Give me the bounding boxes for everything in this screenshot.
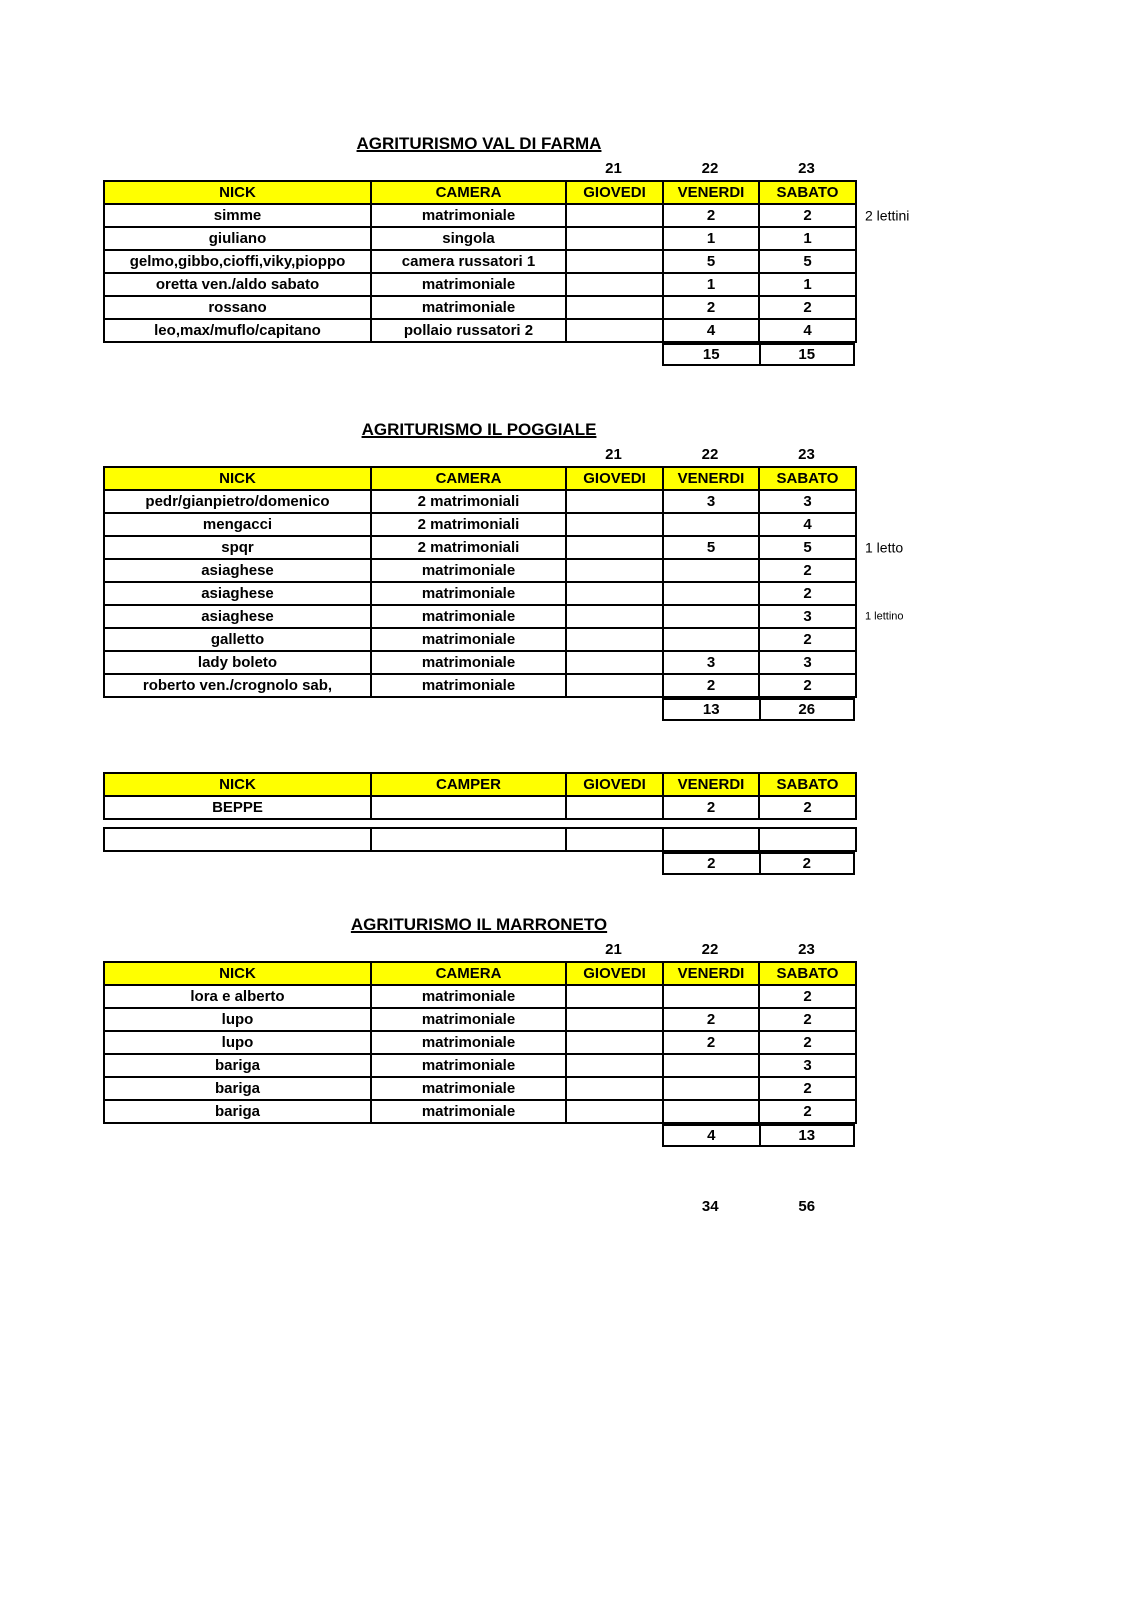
cell-value: lora e alberto <box>190 988 285 1005</box>
cell-nick <box>104 605 371 628</box>
cell-value: 2 <box>803 585 812 602</box>
booking-table <box>103 961 857 1124</box>
booking-table <box>103 772 857 820</box>
cell-venerdi <box>663 536 759 559</box>
cell-value: 2 <box>803 1103 812 1120</box>
cell-camera <box>371 490 566 513</box>
cell-camera <box>371 628 566 651</box>
cell-value: mengacci <box>202 516 273 533</box>
cell-camera <box>371 674 566 697</box>
cell-value: matrimoniale <box>421 1103 516 1120</box>
cell-nick <box>104 1077 371 1100</box>
cell-nick <box>104 250 371 273</box>
booking-table <box>103 180 910 343</box>
cell-value: 1 <box>706 230 716 247</box>
table-row <box>104 1100 856 1123</box>
table-row <box>104 296 856 319</box>
cell-value: 2 <box>803 1034 812 1051</box>
total-venerdi-cell: 2 <box>707 855 716 872</box>
cell-value: 4 <box>803 516 812 533</box>
cell-value: oretta ven./aldo sabato <box>155 276 320 293</box>
table-row <box>104 1031 856 1054</box>
cell-nick <box>104 1100 371 1123</box>
cell-sabato <box>759 1054 856 1077</box>
cell-giovedi <box>566 536 663 559</box>
date-row <box>103 154 855 180</box>
cell-nick <box>104 204 371 227</box>
table-row <box>104 319 856 342</box>
table-row <box>104 490 856 513</box>
cell-nick <box>104 559 371 582</box>
col-header-camera: CAMERA <box>371 962 566 985</box>
cell-sabato <box>759 985 856 1008</box>
cell-value: simme <box>213 207 262 224</box>
cell-venerdi <box>663 1077 759 1100</box>
date-label: 22 <box>701 446 719 463</box>
cell-camera <box>371 1031 566 1054</box>
cell-sabato <box>759 828 856 851</box>
cell-value: matrimoniale <box>421 654 516 671</box>
cell-value: matrimoniale <box>421 1034 516 1051</box>
table-row <box>104 674 856 697</box>
booking-table <box>103 466 904 698</box>
col-header-giovedi: GIOVEDI <box>566 773 663 796</box>
cell-value: lady boleto <box>197 654 278 671</box>
grand-totals <box>662 1197 855 1217</box>
cell-value: rossano <box>208 299 267 316</box>
cell-nick <box>104 674 371 697</box>
cell-value: asiaghese <box>201 608 274 625</box>
cell-sabato <box>759 674 856 697</box>
col-header-sabato: SABATO <box>759 181 856 204</box>
grand-total-sabato: 56 <box>798 1198 816 1215</box>
cell-venerdi <box>663 605 759 628</box>
col-header-venerdi: VENERDI <box>663 467 759 490</box>
cell-venerdi <box>663 1100 759 1123</box>
cell-value: roberto ven./crognolo sab, <box>142 677 333 694</box>
cell-giovedi <box>566 674 663 697</box>
cell-camera <box>371 651 566 674</box>
cell-value: 2 <box>706 299 716 316</box>
cell-giovedi <box>566 651 663 674</box>
cell-sabato <box>759 1100 856 1123</box>
date-label: 23 <box>798 941 815 958</box>
table-row <box>104 985 856 1008</box>
cell-camera <box>371 582 566 605</box>
cell-nick <box>104 1031 371 1054</box>
cell-giovedi <box>566 319 663 342</box>
total-sabato-cell: 15 <box>759 345 854 364</box>
cell-giovedi <box>566 227 663 250</box>
col-header-giovedi: GIOVEDI <box>566 467 663 490</box>
table-row <box>104 605 856 628</box>
cell-sabato <box>759 227 856 250</box>
cell-value: 2 <box>803 988 812 1005</box>
cell-venerdi <box>663 250 759 273</box>
cell-sabato <box>759 513 856 536</box>
cell-value: pollaio russatori 2 <box>403 322 534 339</box>
cell-nick <box>104 296 371 319</box>
col-header-giovedi: GIOVEDI <box>566 962 663 985</box>
cell-value: 3 <box>803 654 812 671</box>
cell-value: BEPPE <box>212 799 263 816</box>
cell-value: singola <box>442 230 495 247</box>
cell-value: bariga <box>214 1057 260 1074</box>
date-label: 23 <box>798 160 815 177</box>
cell-giovedi <box>566 250 663 273</box>
col-header-venerdi: VENERDI <box>663 181 759 204</box>
cell-camera <box>371 559 566 582</box>
table-row <box>104 796 856 819</box>
cell-venerdi <box>663 1031 759 1054</box>
col-header-nick: NICK <box>104 962 371 985</box>
cell-venerdi <box>663 985 759 1008</box>
cell-value: matrimoniale <box>421 299 516 316</box>
col-header-sabato: SABATO <box>759 962 856 985</box>
date-row <box>103 440 855 466</box>
col-header-nick: NICK <box>104 773 371 796</box>
cell-camera <box>371 985 566 1008</box>
col-header-giovedi: GIOVEDI <box>566 181 663 204</box>
header-row <box>104 962 856 985</box>
cell-value: 2 <box>706 677 716 694</box>
cell-venerdi <box>663 227 759 250</box>
cell-sabato <box>759 651 856 674</box>
cell-sabato <box>759 628 856 651</box>
cell-nick <box>104 651 371 674</box>
empty-row-table <box>103 827 857 852</box>
cell-value: 2 <box>803 1080 812 1097</box>
cell-value: 4 <box>803 322 812 339</box>
cell-venerdi <box>663 796 759 819</box>
cell-giovedi <box>566 796 663 819</box>
total-sabato-cell: 2 <box>759 854 854 873</box>
cell-venerdi <box>663 204 759 227</box>
total-venerdi-cell: 4 <box>707 1127 716 1144</box>
cell-giovedi <box>566 1100 663 1123</box>
cell-value: bariga <box>214 1080 260 1097</box>
cell-nick <box>104 1054 371 1077</box>
cell-sabato <box>759 796 856 819</box>
cell-value: asiaghese <box>201 562 274 579</box>
cell-value: 5 <box>803 253 812 270</box>
cell-sabato <box>759 490 856 513</box>
col-header-camper: CAMPER <box>371 773 566 796</box>
cell-venerdi <box>663 273 759 296</box>
table-row <box>104 250 856 273</box>
cell-value: camera russatori 1 <box>401 253 536 270</box>
col-header-sabato: SABATO <box>759 773 856 796</box>
total-sabato-cell: 13 <box>759 1126 854 1145</box>
col-header-camera: CAMERA <box>371 181 566 204</box>
cell-value: matrimoniale <box>421 988 516 1005</box>
cell-nick <box>104 985 371 1008</box>
cell-value: lupo <box>221 1011 254 1028</box>
cell-value: 2 <box>706 1011 716 1028</box>
cell-value: matrimoniale <box>421 1057 516 1074</box>
cell-value: 2 <box>706 207 716 224</box>
cell-value: 3 <box>803 608 812 625</box>
cell-value: 1 <box>803 276 812 293</box>
cell-value: leo,max/muflo/capitano <box>154 322 321 339</box>
header-row <box>104 181 856 204</box>
cell-value: lupo <box>221 1034 254 1051</box>
cell-value: 2 <box>803 631 812 648</box>
table-row <box>104 204 856 227</box>
cell-sabato <box>759 319 856 342</box>
cell-sabato <box>759 1008 856 1031</box>
cell-giovedi <box>566 628 663 651</box>
cell-camera <box>371 250 566 273</box>
cell-value: 2 <box>803 562 812 579</box>
cell-value: matrimoniale <box>421 631 516 648</box>
cell-camera <box>371 296 566 319</box>
cell-nick <box>104 490 371 513</box>
table-row <box>104 513 856 536</box>
cell-nick <box>104 513 371 536</box>
cell-giovedi <box>566 490 663 513</box>
header-row <box>104 467 856 490</box>
cell-camera <box>371 319 566 342</box>
cell-giovedi <box>566 985 663 1008</box>
cell-value: matrimoniale <box>421 562 516 579</box>
cell-value: bariga <box>214 1103 260 1120</box>
table-row <box>104 559 856 582</box>
cell-venerdi <box>663 651 759 674</box>
cell-venerdi <box>663 674 759 697</box>
cell-venerdi <box>663 628 759 651</box>
cell-nick <box>104 796 371 819</box>
cell-camera <box>371 513 566 536</box>
col-header-nick: NICK <box>104 467 371 490</box>
cell-camera <box>371 1100 566 1123</box>
cell-nick <box>104 227 371 250</box>
cell-giovedi <box>566 559 663 582</box>
col-header-nick: NICK <box>104 181 371 204</box>
cell-sabato <box>759 273 856 296</box>
cell-venerdi <box>663 828 759 851</box>
row-note: 1 lettino <box>865 610 904 622</box>
cell-value: 3 <box>803 1057 812 1074</box>
cell-giovedi <box>566 1008 663 1031</box>
table-row <box>104 1077 856 1100</box>
cell-value: matrimoniale <box>421 608 516 625</box>
cell-camera <box>371 227 566 250</box>
cell-nick <box>104 628 371 651</box>
grand-total-venerdi: 34 <box>701 1198 719 1215</box>
cell-venerdi <box>663 559 759 582</box>
totals-row <box>662 698 855 721</box>
row-note: 2 lettini <box>865 207 910 223</box>
table-row <box>104 536 856 559</box>
cell-sabato <box>759 559 856 582</box>
cell-camera <box>371 796 566 819</box>
cell-value: 2 <box>706 1034 716 1051</box>
cell-nick <box>104 536 371 559</box>
header-row <box>104 773 856 796</box>
table-row <box>104 582 856 605</box>
cell-value: asiaghese <box>201 585 274 602</box>
row-note: 1 letto <box>865 539 904 555</box>
cell-value: 2 <box>803 299 812 316</box>
cell-giovedi <box>566 1031 663 1054</box>
cell-giovedi <box>566 296 663 319</box>
cell-sabato <box>759 582 856 605</box>
cell-value: 1 <box>706 276 716 293</box>
cell-value: 2 <box>803 799 812 816</box>
cell-value: matrimoniale <box>421 207 516 224</box>
cell-value: spqr <box>221 539 254 556</box>
col-header-venerdi: VENERDI <box>663 773 759 796</box>
cell-value: 4 <box>706 322 716 339</box>
cell-venerdi <box>663 582 759 605</box>
cell-value: 2 <box>803 1011 812 1028</box>
cell-value: 5 <box>706 253 716 270</box>
cell-venerdi <box>663 490 759 513</box>
cell-giovedi <box>566 582 663 605</box>
table-row <box>104 628 856 651</box>
totals-row <box>662 343 855 366</box>
cell-giovedi <box>566 204 663 227</box>
cell-value: gelmo,gibbo,cioffi,viky,pioppo <box>129 253 346 270</box>
table-title: AGRITURISMO IL MARRONETO <box>350 915 608 934</box>
table-row <box>104 273 856 296</box>
cell-sabato <box>759 296 856 319</box>
date-label: 23 <box>798 446 815 463</box>
cell-sabato <box>759 250 856 273</box>
cell-value: 1 <box>803 230 812 247</box>
total-venerdi-cell: 13 <box>702 701 720 718</box>
total-venerdi-cell: 15 <box>702 346 720 363</box>
cell-value: 5 <box>803 539 812 556</box>
cell-giovedi <box>566 605 663 628</box>
cell-camera <box>371 204 566 227</box>
cell-venerdi <box>663 296 759 319</box>
cell-nick <box>104 828 371 851</box>
date-row <box>103 935 855 961</box>
cell-camera <box>371 605 566 628</box>
cell-camera <box>371 273 566 296</box>
cell-sabato <box>759 204 910 227</box>
cell-value: galletto <box>210 631 265 648</box>
cell-value: 2 matrimoniali <box>417 539 520 556</box>
table-row <box>104 1008 856 1031</box>
cell-nick <box>104 319 371 342</box>
cell-value: 3 <box>706 654 716 671</box>
cell-value: matrimoniale <box>421 1011 516 1028</box>
cell-venerdi <box>663 1054 759 1077</box>
table-row <box>104 651 856 674</box>
cell-value: matrimoniale <box>421 276 516 293</box>
col-header-sabato: SABATO <box>759 467 856 490</box>
table-il-marroneto <box>103 915 855 1147</box>
cell-value: matrimoniale <box>421 1080 516 1097</box>
date-label: 21 <box>605 160 622 177</box>
col-header-venerdi: VENERDI <box>663 962 759 985</box>
cell-camera <box>371 536 566 559</box>
cell-giovedi <box>566 513 663 536</box>
table-camper <box>103 772 855 875</box>
cell-value: 2 matrimoniali <box>417 493 520 510</box>
cell-camera <box>371 1054 566 1077</box>
cell-value: matrimoniale <box>421 677 516 694</box>
cell-value: 3 <box>706 493 716 510</box>
total-sabato-cell: 26 <box>759 700 854 719</box>
cell-sabato <box>759 1077 856 1100</box>
table-title: AGRITURISMO VAL DI FARMA <box>356 134 602 153</box>
cell-nick <box>104 582 371 605</box>
cell-value: 2 matrimoniali <box>417 516 520 533</box>
cell-nick <box>104 1008 371 1031</box>
cell-venerdi <box>663 513 759 536</box>
cell-giovedi <box>566 273 663 296</box>
table-val-di-farma <box>103 134 910 366</box>
cell-sabato <box>759 605 904 628</box>
cell-value: giuliano <box>208 230 267 247</box>
date-label: 21 <box>605 446 622 463</box>
cell-giovedi <box>566 828 663 851</box>
date-label: 22 <box>701 160 719 177</box>
date-label: 22 <box>701 941 719 958</box>
cell-giovedi <box>566 1054 663 1077</box>
table-il-poggiale <box>103 420 904 721</box>
cell-venerdi <box>663 1008 759 1031</box>
cell-value: 3 <box>803 493 812 510</box>
cell-value: matrimoniale <box>421 585 516 602</box>
cell-nick <box>104 273 371 296</box>
totals-row <box>662 852 855 875</box>
cell-giovedi <box>566 1077 663 1100</box>
cell-sabato <box>759 1031 856 1054</box>
totals-row <box>662 1124 855 1147</box>
date-label: 21 <box>605 941 622 958</box>
cell-value: 2 <box>803 207 812 224</box>
cell-sabato <box>759 536 904 559</box>
col-header-camera: CAMERA <box>371 467 566 490</box>
cell-value: 2 <box>803 677 812 694</box>
cell-value: pedr/gianpietro/domenico <box>145 493 330 510</box>
table-row <box>104 227 856 250</box>
table-title: AGRITURISMO IL POGGIALE <box>361 420 597 439</box>
cell-venerdi <box>663 319 759 342</box>
cell-camera <box>371 828 566 851</box>
cell-value: 5 <box>706 539 716 556</box>
table-row <box>104 828 856 851</box>
cell-camera <box>371 1008 566 1031</box>
cell-value: 2 <box>706 799 716 816</box>
cell-camera <box>371 1077 566 1100</box>
table-row <box>104 1054 856 1077</box>
